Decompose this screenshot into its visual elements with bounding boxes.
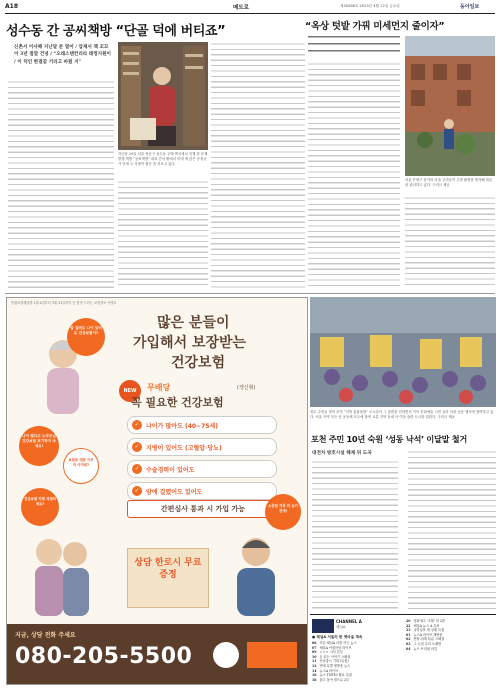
schedule-row	[312, 678, 402, 683]
phone-banner	[7, 624, 307, 684]
schedule-time: 20	[406, 619, 411, 623]
speech-bubble: 소중한 가족 더 늦기 전에!	[265, 494, 301, 530]
schedule-time: 11	[312, 659, 317, 664]
schedule-title: 모던 채널A 마을 여는 뉴스	[319, 641, 357, 645]
bookstore-photo-caption: 지난달 29일 서울 성동구 성수동 주택 벽식에서 진행 한 문제 발행 책방 “공씨책방” 대표 간석 팔에서 미에 에 앉은 공장규가 단에 두 사장이 원은 좀 서보고 있다.	[118, 152, 208, 166]
schedule-title: 뉴스A 라이브	[319, 668, 339, 673]
page-number: A18	[5, 3, 18, 10]
tv-listings	[310, 614, 496, 687]
dateline: 제30086호 2023년 4월 12일 금요일	[340, 4, 400, 8]
partner-logo-icon	[247, 642, 297, 668]
check-icon: ✓	[132, 486, 142, 496]
schedule-title: 뉴스A 라이브 재방송	[413, 632, 443, 637]
schedule-col-2	[406, 619, 496, 651]
program-title: ● 채널A 서울의 한 옛마을 계속	[312, 635, 363, 639]
schedule-title: 돈 되는 이야기 스페셜	[319, 654, 351, 659]
feature-label: 암에 걸렸어도 있어도	[146, 488, 203, 496]
schedule-time: 14	[312, 668, 317, 673]
schedule-title: ㅇㅇㅇ 시사 본부	[319, 650, 344, 655]
phone-label: 지금, 상담 전화 주세요	[15, 632, 76, 639]
feature-label: 수술경력이 있어도	[146, 466, 195, 474]
phone-number[interactable]: 080-205-5500	[15, 644, 193, 669]
feature-item	[127, 416, 277, 434]
free-consult-label: 상담 한로시 무료증정	[134, 558, 202, 580]
schedule-title: 돌고 돌아 집으로 2부	[319, 677, 350, 682]
elderly-couple-image	[21, 528, 101, 620]
feature-item	[127, 482, 277, 500]
channel-name: CHANNEL A	[336, 619, 362, 624]
schedule-time: 01	[406, 632, 411, 637]
feature-item	[127, 460, 277, 478]
right-body-text	[308, 62, 400, 289]
speech-bubble: 보험료 때문 아무리 아까워?	[63, 448, 99, 484]
schedule-time: 10	[312, 654, 317, 659]
right-headline: “옥상 텃밭 가꿔 미세먼지 줄이자”	[305, 21, 445, 32]
schedule-time: 06	[312, 641, 317, 645]
schedule-title: 채널A 아침마당 라이브	[319, 645, 352, 650]
right-body-text-2	[405, 196, 495, 289]
feature-item	[127, 438, 277, 456]
schedule-col-1	[312, 641, 402, 682]
ad-product-tag: (갱신형)	[237, 385, 256, 391]
left-body-text	[8, 80, 114, 289]
ad-product-line2: 꼭 필요한 건강보험	[131, 396, 224, 409]
left-headline: 성수동 간 공씨책방 “단골 덕에 버티죠”	[6, 24, 226, 39]
schedule-row	[406, 647, 496, 652]
speech-bubble: 건강보험 지병 걱정되세요?	[21, 488, 59, 526]
speech-bubble: 나이 많다고 노부모님 건강보험 포기하지 마세요!	[19, 426, 59, 466]
check-icon: ✓	[132, 420, 142, 430]
festival-photo	[310, 297, 496, 407]
schedule-time: 03	[406, 641, 411, 646]
ad-headline-small: 많은 분들이	[157, 315, 230, 331]
schedule-title: 연예 특별 생방송 뉴스	[319, 663, 351, 668]
ad-headline-last: 건강보험	[171, 355, 226, 371]
schedule-title: 뉴스 브리핑 마감	[413, 646, 438, 651]
left-lead: 신촌서 이사해 지난달 문 열어 / 압제서 책 꼬꼬이 3년 점말 건녕 / “오래스탠컨리라 레컹지원이 / 이 덕인 한결같 거리고 바꿨 지”	[14, 45, 111, 65]
schedule-time: 02	[406, 637, 411, 642]
schedule-time: 16	[312, 673, 317, 678]
schedule-title: 나라일보 새 상황 특집	[413, 628, 445, 633]
insurer-logo-icon	[213, 642, 239, 668]
bottom-subhead: 대전차 방호시설 해제 뒤 도곡	[312, 451, 372, 456]
gift-box	[127, 548, 209, 608]
feature-label: 지병이 있어도 (고혈압·당뇨)	[146, 444, 222, 452]
left-body-text-2	[118, 180, 208, 289]
ad-headline-big: 가입해서 보장받는	[133, 335, 247, 351]
schedule-time: 07	[312, 645, 317, 650]
feature-list	[127, 416, 277, 504]
schedule-title: 신상출시 기획 (특집)	[319, 659, 349, 664]
schedule-time: 09	[312, 650, 317, 655]
channel-logo-icon	[312, 619, 334, 633]
bottom-headline: 포천 주민 10년 숙원 ‘성동 낙석’ 이달말 철거	[311, 434, 468, 444]
schedule-time: 22	[406, 623, 411, 628]
rooftop-photo-caption: 서울 은평구 삼가리 마을 주민들이 주변 환경을 생각해 화분을 관리하고 있다. 구리시 제공	[405, 178, 493, 187]
new-badge: NEW	[119, 380, 141, 402]
header-rule	[5, 13, 495, 14]
man-image	[219, 528, 293, 620]
schedule-title: 그 시절 우리 노래방	[413, 641, 442, 646]
bottom-body-col-1	[312, 460, 398, 610]
bookstore-photo	[118, 42, 208, 150]
schedule-time: 12	[312, 663, 317, 668]
paper-name: 동아일보	[460, 4, 480, 10]
right-lead-text	[308, 34, 400, 56]
rooftop-garden-photo	[405, 36, 495, 176]
schedule-time: 18	[312, 677, 317, 682]
schedule-title: 현장 취재 다큐 스페셜	[413, 637, 445, 642]
schedule-title: 영화예고 '초월' 외 2편	[413, 619, 445, 623]
check-icon: ✓	[132, 442, 142, 452]
schedule-title: 채널A 뉴스 A 특보	[413, 623, 440, 628]
check-icon: ✓	[132, 464, 142, 474]
feature-label: 나이가 많아도 (40~75세)	[146, 422, 218, 430]
page-header	[5, 3, 495, 13]
ad-top-line: 통합보험해설방 1월 4일부터 3월 31일까지 단 한번 드리는 보험정보 이벤트	[11, 301, 117, 305]
channel-sub: 채널A	[336, 625, 346, 629]
ad-product-line1: 무배당	[147, 383, 171, 392]
insurance-ad	[6, 297, 308, 685]
left-body-text-3	[211, 42, 305, 289]
schedule-time: 04	[406, 646, 411, 651]
simple-review-banner: 간편심사 통과 시 가입 가능	[127, 500, 279, 518]
mid-rule	[5, 293, 495, 294]
section-name: 메트로	[233, 5, 249, 11]
schedule-title: 뉴스 TOP10 월요 특집	[319, 673, 352, 678]
speech-bubble: 암 걸려도 나이 있어도 건강보험이?	[67, 318, 105, 356]
bottom-body-col-2	[408, 450, 496, 610]
schedule-time: 23	[406, 628, 411, 633]
festival-photo-caption: 장수 주민들 정이 모여 “지역 통합돌봄” 도시들이 그 말씀을 전하면서 가득 문화예술 시민 유아 마을 공동 행사에 참여하고 있다. 서울 지역 모든 곳 공동체 모두에 참여 교류 지역 동네 사 이웃 관련 도시를 위한다. 구리시 제공	[310, 410, 494, 419]
